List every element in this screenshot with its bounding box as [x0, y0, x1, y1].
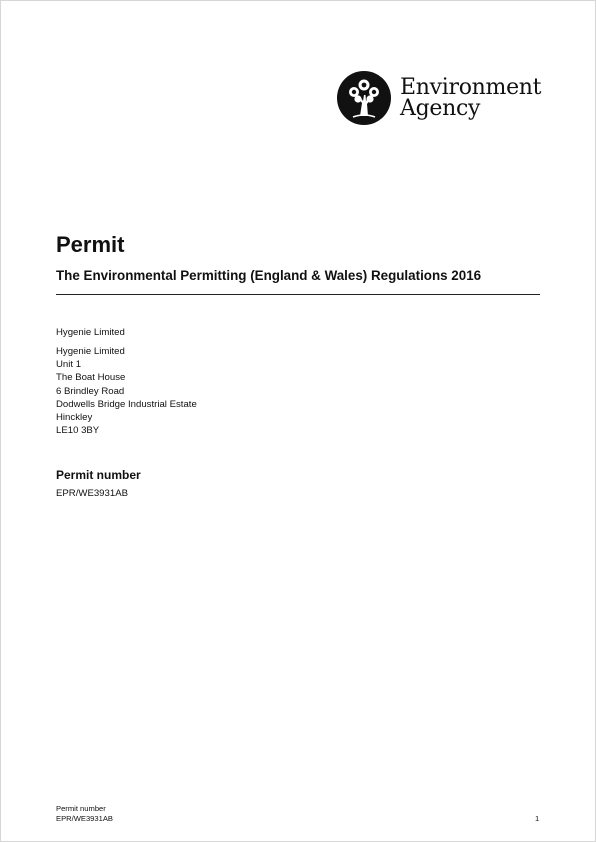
environment-agency-logo	[336, 70, 541, 126]
address-line: Hinckley	[56, 412, 93, 424]
document-title: Permit	[56, 232, 125, 257]
oak-tree-icon	[336, 70, 392, 126]
page-number: 1	[535, 814, 540, 823]
footer-permit-number: EPR/WE3931AB	[56, 813, 113, 823]
address-line: Unit 1	[56, 359, 82, 371]
document-subtitle: The Environmental Permitting (England & Wales) Regulations 2016	[56, 268, 482, 283]
footer-label: Permit number	[56, 804, 106, 813]
address-line: Dodwells Bridge Industrial Estate	[56, 398, 197, 410]
address-line: The Boat House	[56, 372, 126, 384]
logo-line-environment: Environment	[400, 75, 542, 100]
title-divider	[56, 294, 540, 295]
permit-number-value: EPR/WE3931AB	[56, 488, 128, 499]
address-line: LE10 3BY	[56, 425, 100, 437]
operator-name: Hygenie Limited	[56, 327, 125, 338]
address-line: 6 Brindley Road	[56, 385, 125, 397]
operator-address	[56, 345, 197, 437]
address-line: Hygenie Limited	[56, 346, 125, 357]
logo-line-agency: Agency	[400, 96, 481, 121]
logo-wordmark	[400, 77, 541, 119]
permit-number-heading: Permit number	[56, 468, 141, 482]
page-footer	[56, 804, 113, 823]
